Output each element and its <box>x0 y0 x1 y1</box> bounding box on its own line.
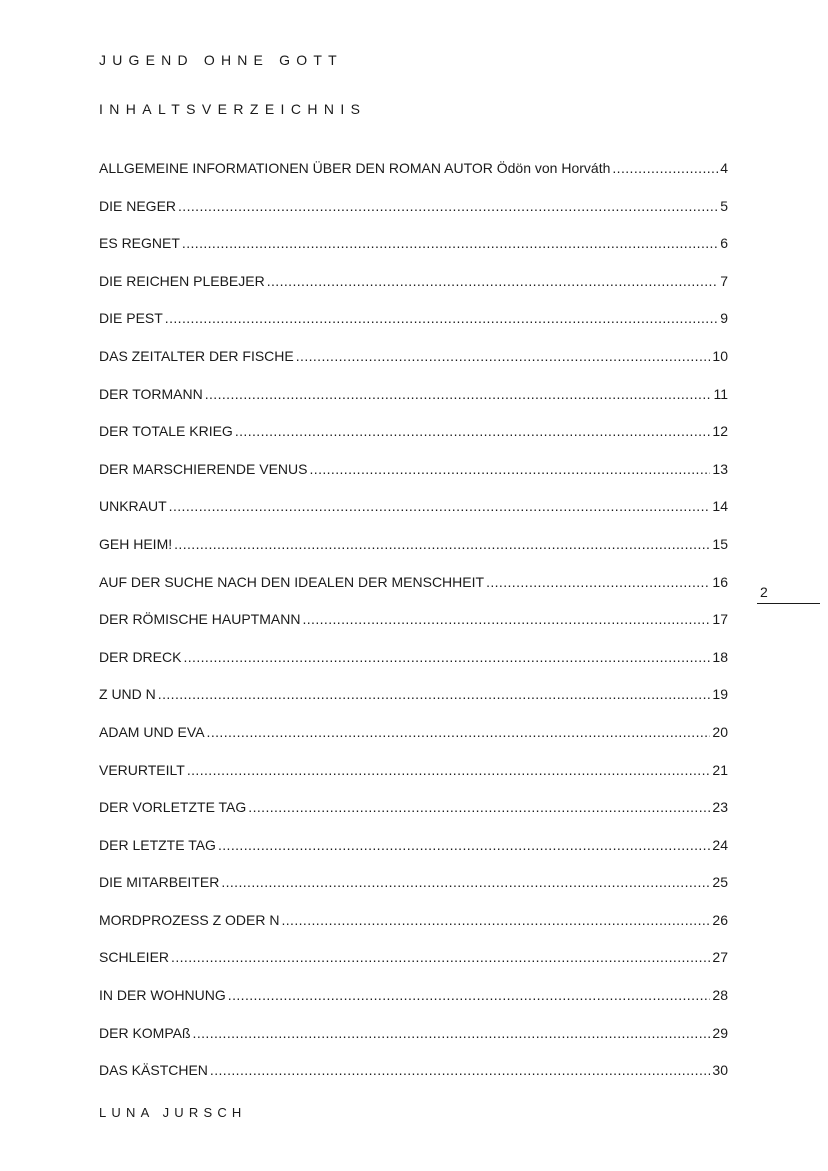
toc-entry-page: 19 <box>712 686 728 703</box>
toc-entry-title: ES REGNET <box>99 235 180 252</box>
toc-entry-title: DER VORLETZTE TAG <box>99 799 247 816</box>
toc-dot-leader <box>174 536 710 552</box>
toc-entry[interactable] <box>99 686 728 724</box>
toc-dot-leader <box>165 310 718 326</box>
toc-dot-leader <box>486 574 710 590</box>
toc-dot-leader <box>248 799 710 815</box>
toc-entry-page: 17 <box>712 611 728 628</box>
toc-entry[interactable] <box>99 310 728 348</box>
toc-entry-page: 6 <box>720 235 728 252</box>
toc-entry-title: DIE MITARBEITER <box>99 874 220 891</box>
toc-dot-leader <box>612 160 718 176</box>
toc-entry-page: 4 <box>720 160 728 176</box>
toc-entry-page: 15 <box>712 535 728 552</box>
toc-entry-title: DER DRECK <box>99 648 182 665</box>
toc-entry-title: DER RÖMISCHE HAUPTMANN <box>99 611 301 628</box>
toc-entry[interactable] <box>99 649 728 687</box>
toc-entry-title: DER TORMANN <box>99 385 203 402</box>
document-title: JUGEND OHNE GOTT <box>99 52 343 68</box>
toc-entry-title: VERURTEILT <box>99 761 185 778</box>
toc-entry[interactable] <box>99 1025 728 1063</box>
toc-entry-page: 18 <box>712 648 728 665</box>
toc-entry-page: 14 <box>712 498 728 515</box>
page-number-rule <box>757 603 820 604</box>
footer-author: LUNA JURSCH <box>99 1105 247 1120</box>
toc-entry-page: 7 <box>720 272 728 289</box>
toc-entry-title: DER LETZTE TAG <box>99 836 216 853</box>
toc-entry[interactable] <box>99 799 728 837</box>
toc-dot-leader <box>267 273 718 289</box>
toc-dot-leader <box>158 686 711 702</box>
toc-entry-page: 5 <box>720 197 728 214</box>
toc-entry-page: 29 <box>712 1024 728 1041</box>
toc-entry-title: DER MARSCHIERENDE VENUS <box>99 460 308 477</box>
toc-dot-leader <box>193 1025 711 1041</box>
toc-dot-leader <box>171 949 710 965</box>
toc-entry-page: 28 <box>712 987 728 1004</box>
toc-dot-leader <box>221 874 710 890</box>
toc-entry[interactable] <box>99 987 728 1025</box>
toc-entry-title: Z UND N <box>99 686 156 703</box>
page-number: 2 <box>760 584 768 600</box>
toc-entry[interactable] <box>99 160 728 198</box>
toc-dot-leader <box>169 498 711 514</box>
toc-entry[interactable] <box>99 461 728 499</box>
toc-entry-page: 12 <box>712 423 728 440</box>
toc-entry[interactable] <box>99 949 728 987</box>
toc-dot-leader <box>235 423 711 439</box>
toc-entry[interactable] <box>99 837 728 875</box>
toc-entry[interactable] <box>99 912 728 950</box>
toc-dot-leader <box>309 461 710 477</box>
toc-entry-title: DIE PEST <box>99 310 163 327</box>
toc-entry[interactable] <box>99 724 728 762</box>
toc-entry-page: 9 <box>720 310 728 327</box>
toc-entry-page: 24 <box>712 836 728 853</box>
toc-entry-title: MORDPROZESS Z ODER N <box>99 911 280 928</box>
toc-dot-leader <box>210 1062 711 1078</box>
toc-dot-leader <box>218 837 710 853</box>
toc-entry[interactable] <box>99 1062 728 1100</box>
toc-entry-title: DER TOTALE KRIEG <box>99 423 233 440</box>
toc-entry-title: IN DER WOHNUNG <box>99 987 226 1004</box>
toc-entry[interactable] <box>99 762 728 800</box>
toc-entry-title: DAS KÄSTCHEN <box>99 1062 208 1079</box>
toc-entry-page: 30 <box>712 1062 728 1079</box>
toc-entry[interactable] <box>99 386 728 424</box>
toc-entry-page: 25 <box>712 874 728 891</box>
toc-entry-title: ALLGEMEINE INFORMATIONEN ÜBER DEN ROMAN AUTOR Ödön von Horváth <box>99 160 611 176</box>
toc-dot-leader <box>183 649 710 665</box>
toc-entry[interactable] <box>99 611 728 649</box>
toc-entry[interactable] <box>99 273 728 311</box>
toc-dot-leader <box>178 198 718 214</box>
toc-entry-title: SCHLEIER <box>99 949 170 966</box>
toc-dot-leader <box>228 987 711 1003</box>
toc-heading: INHALTSVERZEICHNIS <box>99 101 367 117</box>
toc-entry[interactable] <box>99 536 728 574</box>
toc-entry-title: DIE NEGER <box>99 197 177 214</box>
toc-entry-page: 16 <box>712 573 728 590</box>
toc-dot-leader <box>296 348 711 364</box>
toc-entry-title: DER KOMPAß <box>99 1024 191 1041</box>
toc-entry-title: UNKRAUT <box>99 498 167 515</box>
toc-entry[interactable] <box>99 874 728 912</box>
toc-entry[interactable] <box>99 198 728 236</box>
toc-entry-page: 26 <box>712 911 728 928</box>
toc-entry-page: 11 <box>713 385 728 402</box>
toc-entry-page: 21 <box>712 761 728 778</box>
toc-entry-page: 23 <box>712 799 728 816</box>
toc-entry-page: 10 <box>712 347 728 364</box>
toc-entry-page: 13 <box>712 460 728 477</box>
toc-dot-leader <box>302 611 710 627</box>
toc-entry-page: 27 <box>712 949 728 966</box>
toc-dot-leader <box>182 235 718 251</box>
toc-dot-leader <box>205 386 712 402</box>
toc-dot-leader <box>207 724 711 740</box>
toc-entry[interactable] <box>99 498 728 536</box>
toc-entry[interactable] <box>99 235 728 273</box>
table-of-contents <box>99 160 728 1100</box>
toc-entry[interactable] <box>99 423 728 461</box>
toc-entry[interactable] <box>99 574 728 612</box>
toc-dot-leader <box>187 762 711 778</box>
toc-entry-title: GEH HEIM! <box>99 535 173 552</box>
toc-entry-title: ADAM UND EVA <box>99 723 205 740</box>
toc-entry-title: DAS ZEITALTER DER FISCHE <box>99 347 294 364</box>
toc-entry-page: 20 <box>712 723 728 740</box>
toc-entry-title: DIE REICHEN PLEBEJER <box>99 272 265 289</box>
toc-entry-title: AUF DER SUCHE NACH DEN IDEALEN DER MENSCHHEIT <box>99 573 485 590</box>
toc-entry[interactable] <box>99 348 728 386</box>
toc-dot-leader <box>281 912 710 928</box>
